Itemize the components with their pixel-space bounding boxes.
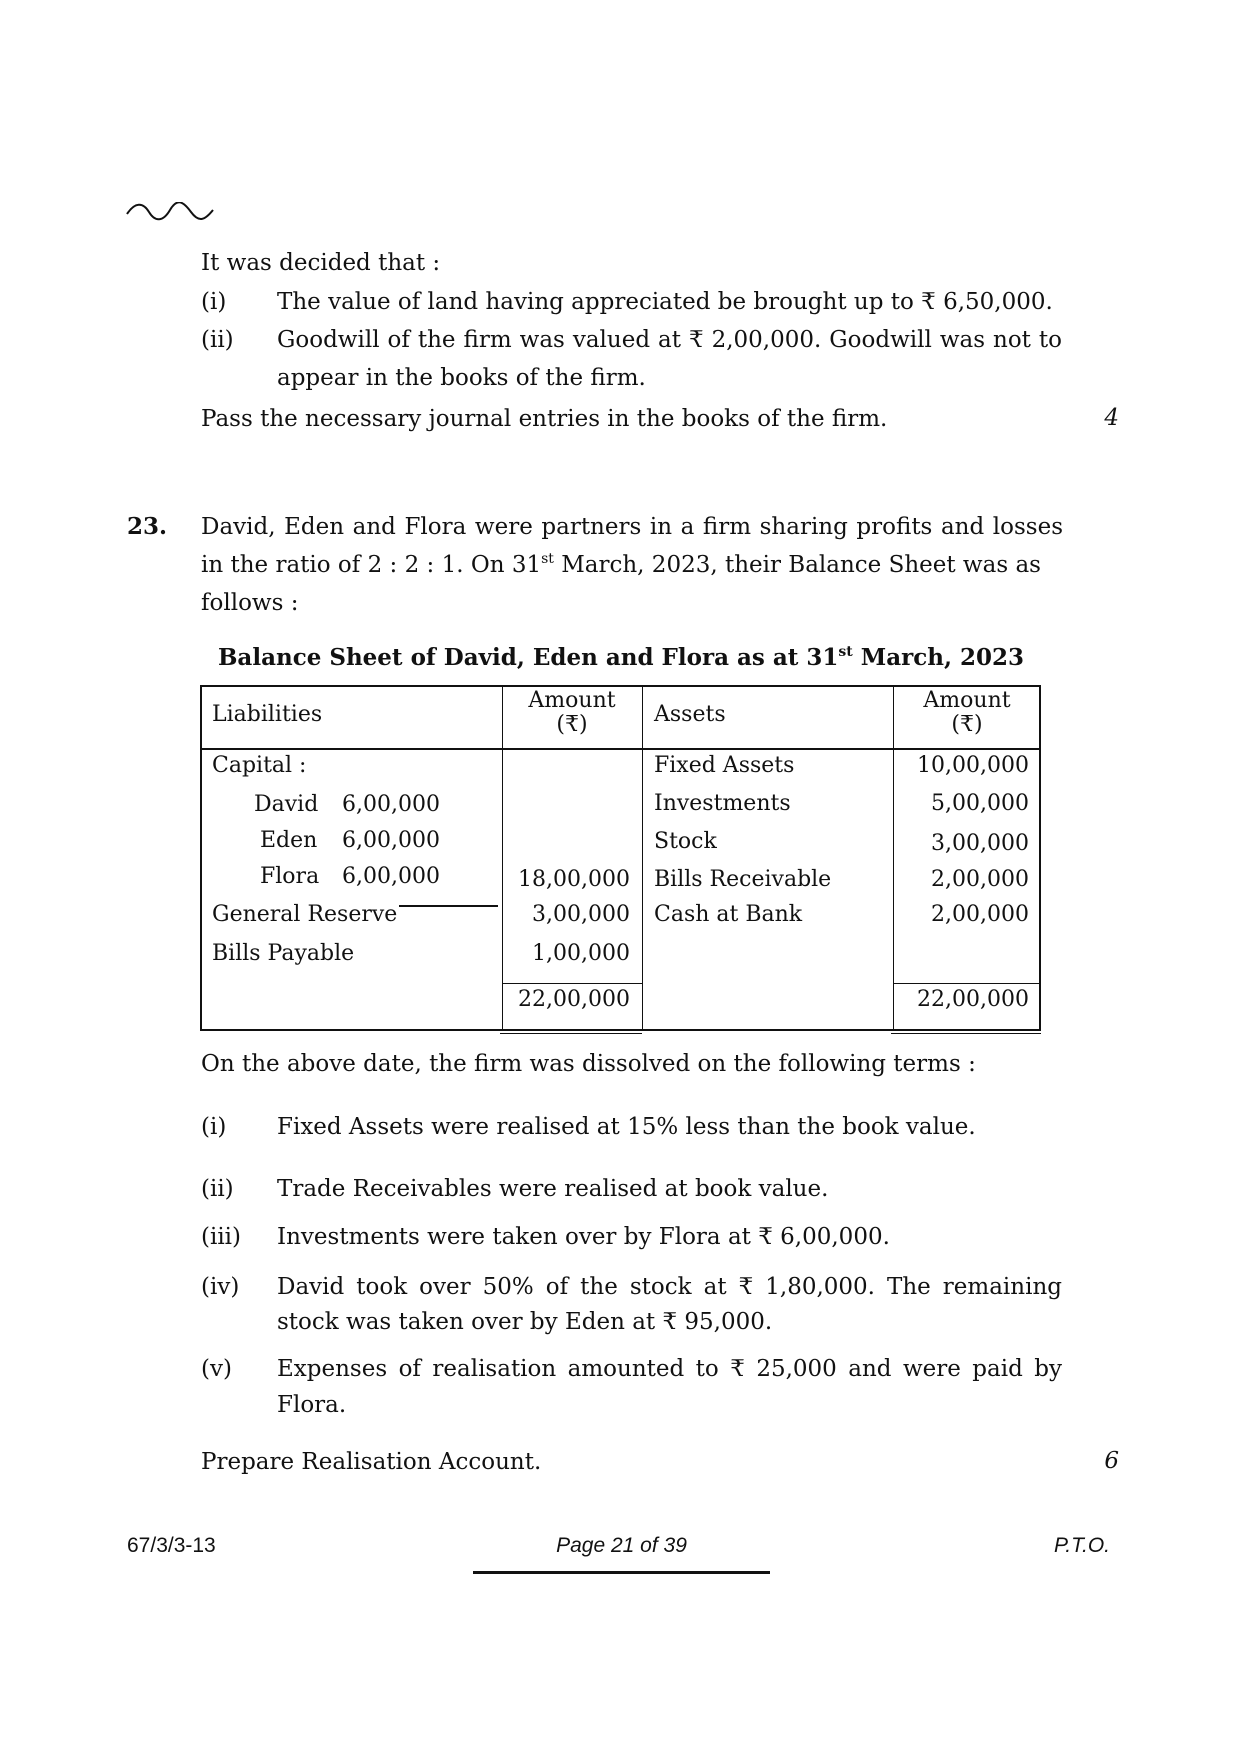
liability-label: General Reserve xyxy=(212,902,398,927)
header-amount xyxy=(502,689,642,737)
question-text-line xyxy=(201,551,1063,579)
decision-item-num: (ii) xyxy=(201,327,234,353)
page-number: Page 21 of 39 xyxy=(556,1534,687,1557)
terms-intro: On the above date, the firm was dissolved on the following terms : xyxy=(201,1051,976,1077)
term-num: (ii) xyxy=(201,1176,234,1202)
header-amount-label: Amount xyxy=(528,688,616,713)
subtotal-underline xyxy=(399,905,498,907)
header-divider xyxy=(202,748,1039,750)
partner-capital: 6,00,000 xyxy=(342,792,440,817)
term-num: (iii) xyxy=(201,1224,242,1250)
paper-code: 67/3/3-13 xyxy=(127,1534,216,1557)
partner-name: Flora xyxy=(260,864,320,889)
marks-label: 4 xyxy=(1104,405,1119,431)
balance-sheet-table xyxy=(200,685,1041,1031)
header-liabilities: Liabilities xyxy=(212,702,323,727)
asset-amount: 2,00,000 xyxy=(931,867,1029,892)
partner-capital: 6,00,000 xyxy=(342,864,440,889)
total-line xyxy=(893,983,1041,984)
capital-label: Capital : xyxy=(212,753,307,778)
superscript: st xyxy=(541,551,554,567)
asset-amount: 3,00,000 xyxy=(931,831,1029,856)
asset-label: Bills Receivable xyxy=(654,867,832,892)
asset-amount: 10,00,000 xyxy=(917,753,1029,778)
capital-total: 18,00,000 xyxy=(518,867,630,892)
rupee-icon: (₹) xyxy=(556,712,588,737)
decision-item-text: appear in the books of the firm. xyxy=(277,365,646,391)
column-divider xyxy=(642,687,643,1029)
total-double-underline xyxy=(891,1029,1041,1034)
asset-label: Fixed Assets xyxy=(654,753,795,778)
realisation-instruction: Prepare Realisation Account. xyxy=(201,1449,542,1475)
decision-intro: It was decided that : xyxy=(201,250,441,276)
term-text: Investments were taken over by Flora at ₹ 6,00,000. xyxy=(277,1224,890,1250)
asset-amount: 5,00,000 xyxy=(931,791,1029,816)
decision-item-text: Goodwill of the firm was valued at ₹ 2,00,000. Goodwill was not to xyxy=(277,327,1062,353)
liability-label: Bills Payable xyxy=(212,941,355,966)
partner-capital: 6,00,000 xyxy=(342,828,440,853)
term-text: Expenses of realisation amounted to ₹ 25,000 and were paid by xyxy=(277,1356,1062,1382)
text-part: in the ratio of 2 : 2 : 1. On 31 xyxy=(201,552,542,578)
asset-label: Investments xyxy=(654,791,791,816)
total-double-underline xyxy=(500,1029,642,1034)
continuation-wave-icon xyxy=(125,202,215,222)
term-text: Flora. xyxy=(277,1392,347,1418)
liability-amount: 1,00,000 xyxy=(532,941,630,966)
question-text-line: follows : xyxy=(201,590,299,616)
term-num: (v) xyxy=(201,1356,232,1382)
rupee-icon: (₹) xyxy=(951,712,983,737)
liabilities-total: 22,00,000 xyxy=(518,987,630,1012)
asset-label: Stock xyxy=(654,829,717,854)
text-part: March, 2023, their Balance Sheet was as xyxy=(553,552,1041,578)
header-amount-label: Amount xyxy=(923,688,1011,713)
term-text: Fixed Assets were realised at 15% less than the book value. xyxy=(277,1114,976,1140)
header-assets: Assets xyxy=(654,702,726,727)
term-num: (iv) xyxy=(201,1274,240,1300)
balance-sheet-title xyxy=(200,644,1042,671)
term-text: stock was taken over by Eden at ₹ 95,000. xyxy=(277,1309,773,1335)
question-number: 23. xyxy=(127,513,168,540)
partner-name: Eden xyxy=(260,828,318,853)
term-text: David took over 50% of the stock at ₹ 1,80,000. The remaining xyxy=(277,1274,1062,1300)
marks-label: 6 xyxy=(1104,1448,1119,1474)
decision-item-text: The value of land having appreciated be brought up to ₹ 6,50,000. xyxy=(277,289,1053,315)
column-divider xyxy=(502,687,503,1029)
term-text: Trade Receivables were realised at book value. xyxy=(277,1176,829,1202)
assets-total: 22,00,000 xyxy=(917,987,1029,1012)
page-number-underline xyxy=(473,1571,770,1574)
text-part: March, 2023 xyxy=(852,644,1024,671)
partner-name: David xyxy=(254,792,319,817)
total-line xyxy=(502,983,642,984)
journal-instruction: Pass the necessary journal entries in the books of the firm. xyxy=(201,406,888,432)
liability-amount: 3,00,000 xyxy=(532,902,630,927)
question-text-line: David, Eden and Flora were partners in a firm sharing profits and losses xyxy=(201,514,1063,540)
superscript: st xyxy=(838,644,853,660)
column-divider xyxy=(893,687,894,1029)
decision-item-num: (i) xyxy=(201,289,227,315)
question-text-segment xyxy=(201,551,1041,579)
asset-label: Cash at Bank xyxy=(654,902,803,927)
pto-label: P.T.O. xyxy=(1053,1534,1110,1557)
asset-amount: 2,00,000 xyxy=(931,902,1029,927)
header-amount xyxy=(893,689,1041,737)
text-part: Balance Sheet of David, Eden and Flora as at 31 xyxy=(217,644,839,671)
term-num: (i) xyxy=(201,1114,227,1140)
